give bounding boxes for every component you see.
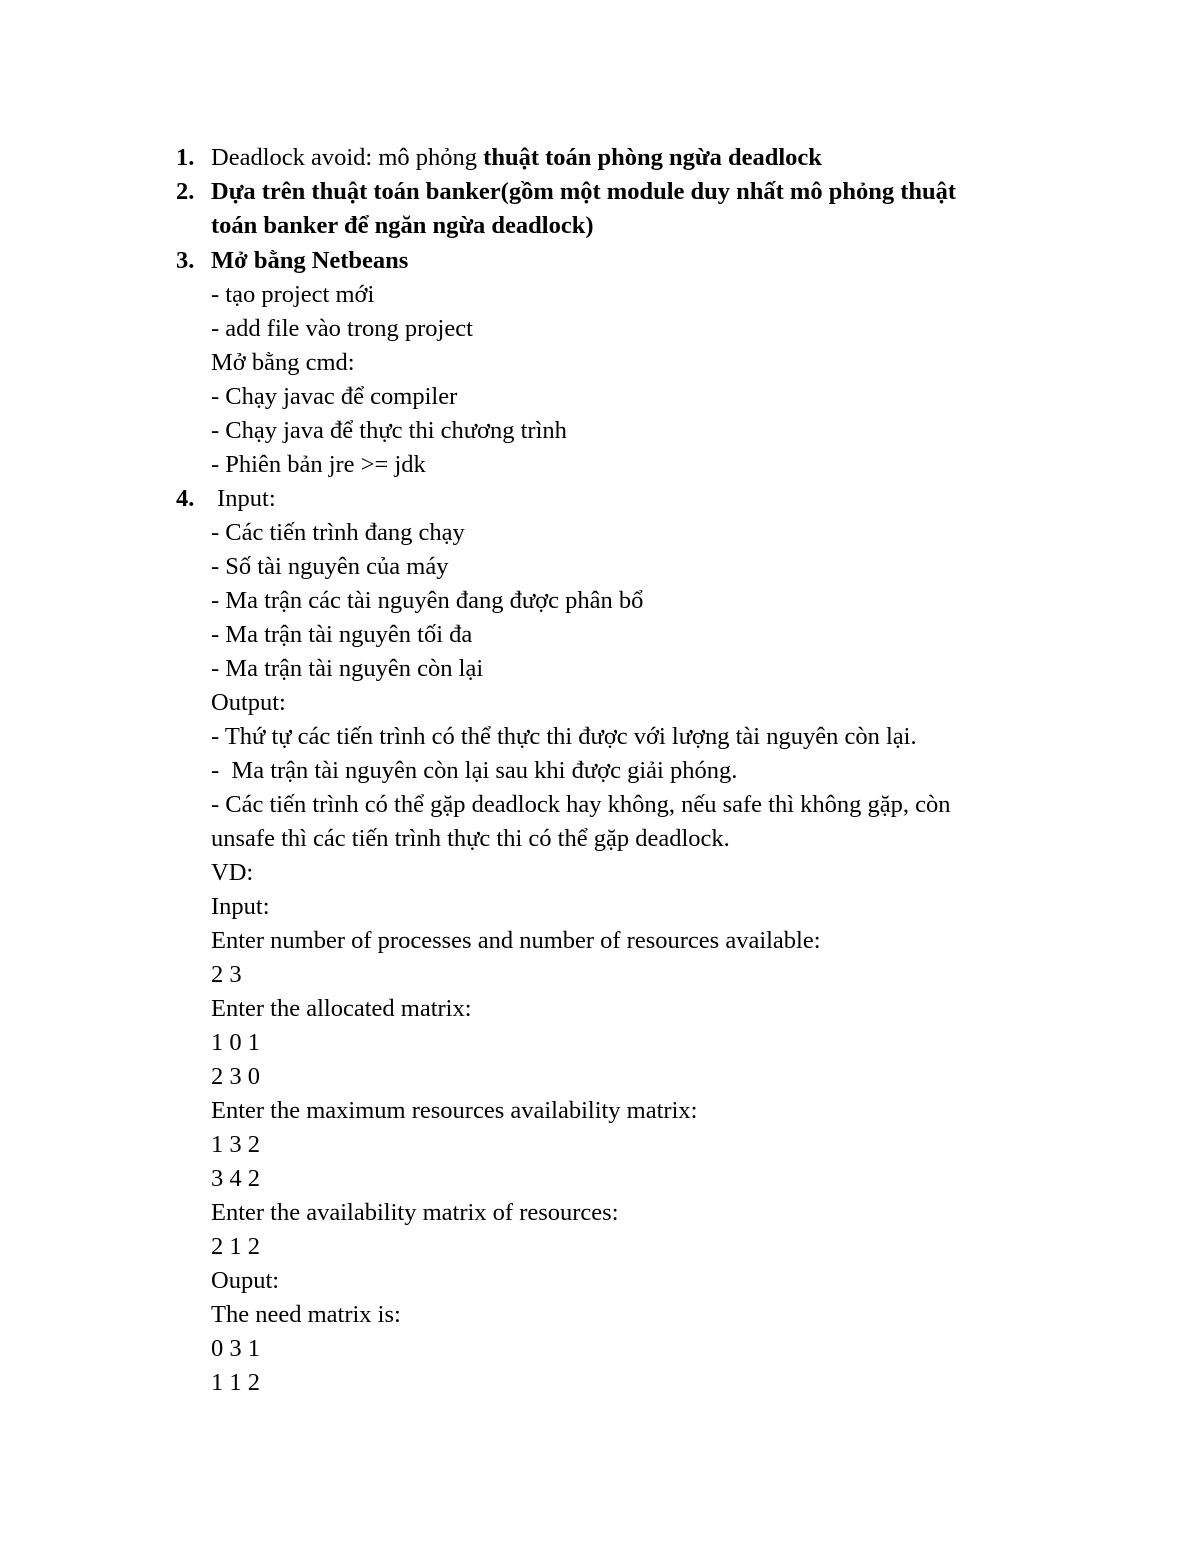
item-4-line-14: Enter number of processes and number of resources available: [211,927,821,954]
item-4-line-18: 2 3 0 [211,1063,260,1090]
item-3-line-3: - add file vào trong project [211,315,473,342]
item-3-heading: Mở bằng Netbeans [211,247,409,274]
item-4-line-10: - Các tiến trình có thể gặp deadlock hay không, nếu safe thì không gặp, còn [211,791,951,818]
item-4-line-4: - Ma trận các tài nguyên đang được phân bổ [211,587,644,614]
item-4-line-7: Output: [211,689,286,716]
item-4-line-26: 0 3 1 [211,1335,260,1362]
item-4-line-11: unsafe thì các tiến trình thực thi có thể gặp deadlock. [211,825,730,852]
item-3-line-7: - Phiên bản jre >= jdk [211,451,426,478]
item-4-line-20: 1 3 2 [211,1131,260,1158]
item-3-line-6: - Chạy java để thực thi chương trình [211,417,567,444]
item-4-line-9: - Ma trận tài nguyên còn lại sau khi được giải phóng. [211,757,738,784]
item-4-line-15: 2 3 [211,961,242,988]
item-4-line-16: Enter the allocated matrix: [211,995,472,1022]
item-4-line-27: 1 1 2 [211,1369,260,1396]
item-4-line-1: Input: [211,485,276,512]
item-3-line-2: - tạo project mới [211,281,375,308]
item-4-line-13: Input: [211,893,270,920]
item-4-line-5: - Ma trận tài nguyên tối đa [211,621,473,648]
item-4-line-22: Enter the availability matrix of resources: [211,1199,619,1226]
item-4-line-19: Enter the maximum resources availability matrix: [211,1097,698,1124]
item-4-line-2: - Các tiến trình đang chạy [211,519,465,546]
item-3-line-4: Mở bằng cmd: [211,349,355,376]
item-4-line-23: 2 1 2 [211,1233,260,1260]
item-2-line-1: Dựa trên thuật toán banker(gồm một module duy nhất mô phỏng thuật [211,178,957,205]
item-1-number: 1. [176,144,195,171]
item-3-line-5: - Chạy javac để compiler [211,383,458,410]
item-4-line-24: Ouput: [211,1267,280,1294]
item-2-number: 2. [176,178,195,205]
item-4-line-17: 1 0 1 [211,1029,260,1056]
item-1-line-1 [211,141,822,175]
item-4-line-3: - Số tài nguyên của máy [211,553,449,580]
item-4-line-8: - Thứ tự các tiến trình có thể thực thi được với lượng tài nguyên còn lại. [211,723,917,750]
item-1-text: Deadlock avoid: mô phỏng [211,144,484,171]
item-4-number: 4. [176,485,195,512]
item-4-line-6: - Ma trận tài nguyên còn lại [211,655,484,682]
item-1-bold-text: thuật toán phòng ngừa deadlock [483,144,822,171]
item-4-line-12: VD: [211,859,254,886]
item-4-line-21: 3 4 2 [211,1165,260,1192]
item-4-line-25: The need matrix is: [211,1301,401,1328]
item-2-line-2: toán banker để ngăn ngừa deadlock) [211,212,594,239]
item-3-number: 3. [176,247,195,274]
